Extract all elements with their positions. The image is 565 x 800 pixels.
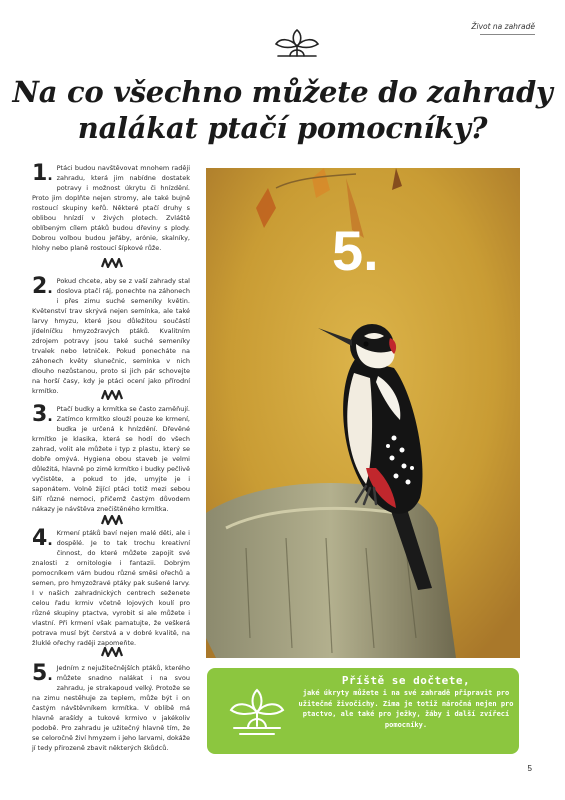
divider-icon — [101, 258, 123, 268]
photo-number-label: 5. — [332, 219, 379, 282]
item-text: Krmení ptáků baví nejen malé děti, ale i dospělé. Je to tak trochu kreativní činnost, do které můžete zapojit své znalosti z ornitologie i fantazii. Dobrým pomocníkem vám budou různé směsi ořechů a semen, pro hmyzožravé ptáky pak sušené larvy. I v našich zahradnických centrech seženete celou řadu krmiv včetně lojových koulí pro různé skupiny ptactva, vyrobit si ale můžete i vlastní. Při krmení však pamatujte, že veškerá potrava musí být čerstvá a v dobré kvalitě, na žluklé ořechy raději zapomeňte. — [32, 529, 190, 647]
sprout-logo-icon — [268, 22, 326, 62]
title-line-2: nalákat ptačí pomocníky? — [77, 111, 488, 145]
promo-text: jaké úkryty můžete i na své zahradě připravit pro užitečné živočichy. Zima je totiž náročná nejen pro ptactvo, ale také pro ježky, žáby i další zvířecí pomocníky. — [298, 689, 514, 729]
sprout-icon — [226, 684, 288, 740]
list-item-5 — [32, 663, 190, 753]
divider-icon — [101, 515, 123, 525]
item-number: 2 . — [32, 277, 53, 299]
list-item-2 — [32, 276, 190, 396]
item-number: 4 . — [32, 529, 53, 551]
item-number: 3 . — [32, 405, 53, 427]
title-line-1: Na co všechno můžete do zahrady — [12, 75, 553, 109]
item-number: 1 . — [32, 164, 53, 186]
item-text: Ptačí budky a krmítka se často zaměňují. Zatímco krmítko slouží pouze ke krmení, budka je určená k hnízdění. Dřevěné krmítko je klasika, která se hodí do všech zahrad, volit ale můžete i typ z plastu, který se dobře omývá. Hygiena obou staveb je velmi důležitá, hlavně po zimě krmítko i budky pečlivě vyčistěte, a pokud to jde, umyjte je i saponátem. Volně žijící ptáci totiž mezi sebou šíří různé nemoci, přičemž častým důvodem nákazy je návštěva znečištěného krmítka. — [32, 405, 190, 513]
divider-icon — [101, 390, 123, 400]
page-number: 5 — [527, 764, 532, 773]
item-number: 5 . — [32, 664, 53, 686]
list-item-3 — [32, 404, 190, 514]
running-head: Život na zahradě — [471, 22, 535, 31]
divider-icon — [101, 647, 123, 657]
item-text: Pokud chcete, aby se z vaší zahrady stal doslova ptačí ráj, ponechte na záhonech i přes zimu suché semeníky květin. Květenství trav skrývá nejen semínka, ale také larvy hmyzu, které jsou důležitou součástí jídelníčku hmyzožravých ptáků. Kvalitním zdrojem potravy jsou také suché semeníky trvalek nebo letniček. Pokud ponecháte na záhonech květy slunečnic, semínka v nich dlouho nezůstanou, proto si jich pár schovejte na horší časy, kdy je ptáci ocení jako přírodní krmítko. — [32, 277, 190, 395]
item-text: Ptáci budou navštěvovat mnohem raději zahradu, která jim nabídne dostatek potravy i možnost úkrytu či hnízdění. Proto jim doplňte nejen stromy, ale také bujně rostoucí skupiny keřů. Některé ptačí druhy s oblibou hnízdí v živých plotech. Zvláště oblíbeným cílem ptáků budou dřeviny s plody. Dobrou volbou budou jeřáby, arónie, skalníky, hlohy nebo planě rostoucí šípkové růže. — [32, 164, 190, 252]
promo-title: Příště se dočtete, — [341, 674, 471, 687]
running-head-rule — [480, 34, 535, 35]
list-item-4 — [32, 528, 190, 648]
list-item-1 — [32, 163, 190, 253]
page-title — [0, 74, 565, 146]
item-text: Jedním z nejužitečnějších ptáků, kterého můžete snadno nalákat i na svou zahradu, je strakapoud velký. Protože se na zimu nestěhuje za teplem, může být i on častým návštěvníkem krmítka. V oblibě má hlavně arašídy a tukové krmivo v jakékoliv podobě. Pro zahradu je užitečný hlavně tím, že se celoročně živí hmyzem i jeho larvami, dokáže jí tedy přirozeně zbavit některých škůdců. — [32, 664, 190, 752]
